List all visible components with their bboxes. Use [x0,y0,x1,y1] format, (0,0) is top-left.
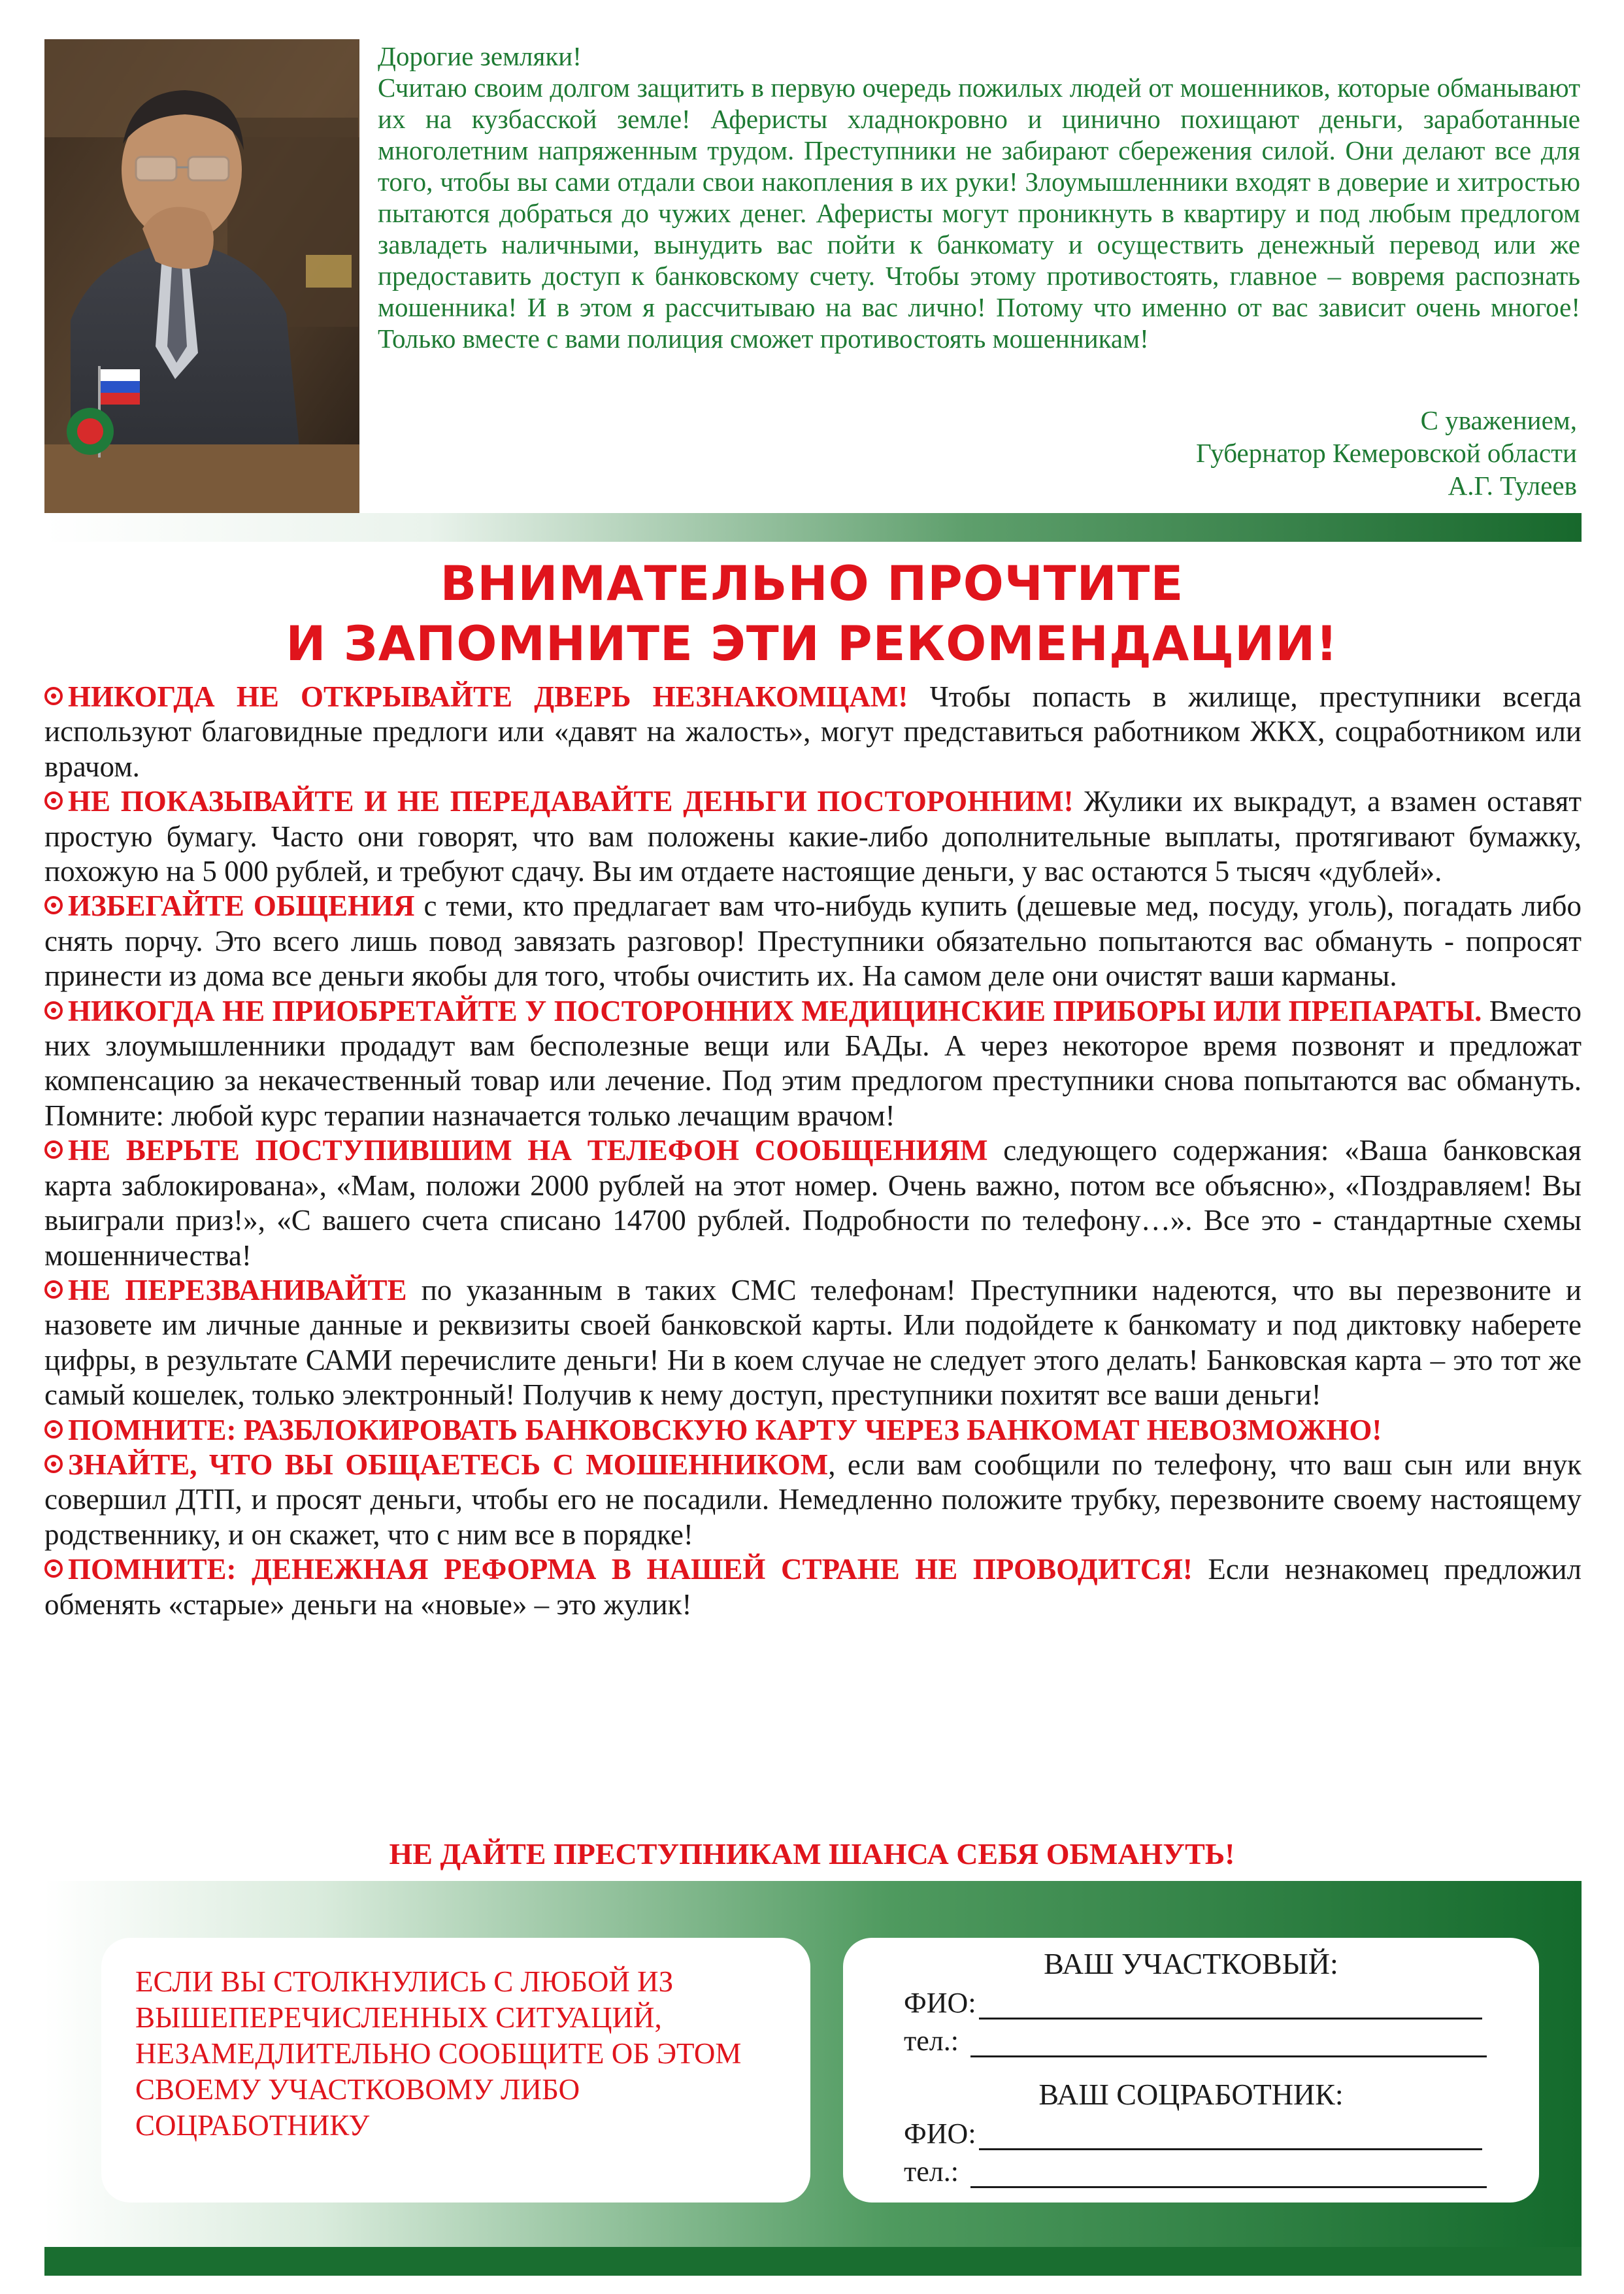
governor-photo [44,39,359,513]
headline-line-1: ВНИМАТЕЛЬНО ПРОЧТИТЕ [440,556,1184,612]
recommendation-item: НИКОГДА НЕ ОТКРЫВАЙТЕ ДВЕРЬ НЕЗНАКОМЦАМ! Чтобы попасть в жилище, преступники всегда используют благовидные предлоги или «давят на жалость», могут представиться работником ЖКХ, соцработником или врачом. [44,680,1582,783]
officer-phone-label: тел.: [904,2025,959,2057]
target-bullet-icon [44,1001,63,1020]
alert-text: ЕСЛИ ВЫ СТОЛКНУЛИСЬ С ЛЮБОЙ ИЗ ВЫШЕПЕРЕЧИСЛЕННЫХ СИТУАЦИЙ, НЕЗАМЕДЛИТЕЛЬНО СООБЩИТЕ ОБ ЭТОМ СВОЕМУ УЧАСТКОВОМУ ЛИБО СОЦРАБОТНИКУ [135,1965,742,2142]
social-phone-label: тел.: [904,2155,959,2187]
target-bullet-icon [44,791,63,810]
target-bullet-icon [44,1455,63,1473]
letter-greeting: Дорогие земляки! [378,41,582,71]
recommendations-list [44,680,1582,1622]
final-call-to-action: НЕ ДАЙТЕ ПРЕСТУПНИКАМ ШАНСА СЕБЯ ОБМАНУТЬ! [389,1837,1235,1870]
social-name-label: ФИО: [904,2118,976,2150]
recommendation-item: НИКОГДА НЕ ПРИОБРЕТАЙТЕ У ПОСТОРОННИХ МЕДИЦИНСКИЕ ПРИБОРЫ ИЛИ ПРЕПАРАТЫ. Вместо них злоумышленники продадут вам бесполезные вещи или БАДы. А через некоторое время позвонят и предложат компенсацию за некачественный товар или лечение. Под этим предлогом преступники снова попытаются вас обмануть. Помните: любой курс терапии назначается только лечащим врачом! [44,994,1582,1132]
social-phone-field[interactable] [904,2155,1487,2188]
social-phone-line[interactable] [970,2161,1487,2188]
officer-title: ВАШ УЧАСТКОВЫЙ: [1044,1947,1338,1980]
recommendation-item: НЕ ПОКАЗЫВАЙТЕ И НЕ ПЕРЕДАВАЙТЕ ДЕНЬГИ ПОСТОРОННИМ! Жулики их выкрадут, а взамен оставят простую бумагу. Часто они говорят, что вам положены какие-либо дополнительные выплаты, протягивают бумажку, похожую на 5 000 рублей, и требуют сдачу. Вы им отдаете настоящие деньги, у вас остаются 5 тысяч «дублей». [44,785,1582,888]
recommendation-item: ПОМНИТЕ: РАЗБЛОКИРОВАТЬ БАНКОВСКУЮ КАРТУ ЧЕРЕЗ БАНКОМАТ НЕВОЗМОЖНО! [44,1413,1582,1448]
signature-name: А.Г. Тулеев [1448,471,1577,501]
target-bullet-icon [44,1559,63,1578]
headline-line-2: И ЗАПОМНИТЕ ЭТИ РЕКОМЕНДАЦИИ! [286,616,1338,672]
recommendation-item: НЕ ПЕРЕЗВАНИВАЙТЕ по указанным в таких СМС телефонам! Преступники надеются, что вы перезвоните и назовете им личные данные и реквизиты своей банковской карты. Или подойдете к банкомату и под диктовку наберете цифры, в результате САМИ перечислите деньги! Ни в коем случае не следует этого делать! Банковская карта – это тот же самый кошелек, только электронный! Получив к нему доступ, преступники похитят все ваши деньги! [44,1273,1582,1412]
main-headline [0,554,1624,674]
target-bullet-icon [44,1280,63,1299]
recommendation-item: ЗНАЙТЕ, ЧТО ВЫ ОБЩАЕТЕСЬ С МОШЕННИКОМ, если вам сообщили по телефону, что ваш сын или внук совершил ДТП, и просят деньги, чтобы его не посадили. Немедленно положите трубку, перезвоните своему настоящему родственнику, и он скажет, что с ним все в порядке! [44,1448,1582,1551]
bottom-green-bar [44,2247,1582,2276]
signature-closing: С уважением, [1420,405,1577,435]
officer-name-field[interactable] [904,1987,1482,2020]
target-bullet-icon [44,1140,63,1159]
officer-phone-field[interactable] [904,2025,1487,2057]
target-bullet-icon [44,687,63,705]
target-bullet-icon [44,896,63,914]
recommendation-item: НЕ ВЕРЬТЕ ПОСТУПИВШИМ НА ТЕЛЕФОН СООБЩЕНИЯМ следующего содержания: «Ваша банковская карта заблокирована», «Мам, положи 2000 рублей на этот номер. Очень важно, потом все объясню», «Поздравляем! Вы выиграли приз!», «С вашего счета списано 14700 рублей. Подробности по телефону…». Все это - стандартные схемы мошенничества! [44,1134,1582,1272]
social-name-field[interactable] [904,2118,1482,2150]
letter-signature [1196,404,1577,502]
signature-position: Губернатор Кемеровской области [1196,438,1577,468]
officer-name-line[interactable] [979,1993,1482,2020]
officer-name-label: ФИО: [904,1987,976,2019]
officer-phone-line[interactable] [970,2031,1487,2057]
recommendation-item: ИЗБЕГАЙТЕ ОБЩЕНИЯ с теми, кто предлагает вам что-нибудь купить (дешевые мед, посуду, уголь), погадать либо снять порчу. Это всего лишь повод завязать разговор! Преступники обязательно попытаются вас обмануть - попросят принести из дома все деньги якобы для того, чтобы очистить их. На самом деле они очистят ваши карманы. [44,889,1582,993]
letter-body: Считаю своим долгом защитить в первую очередь пожилых людей от мошенников, которые обманывают их на кузбасской земле! Аферисты хладнокровно и цинично похищают деньги, заработанные многолетним напряженным трудом. Преступники не забирают сбережения силой. Они делают все для того, чтобы вы сами отдали свои накопления в их руки! Злоумышленники входят в доверие и хитростью пытаются добраться до чужих денег. Аферисты могут проникнуть в квартиру и под любым предлогом завладеть наличными, вынудить вас пойти к банкомату и осуществить денежный перевод или же предоставить доступ к банковскому счету. Чтобы этому противостоять, главное – вовремя распознать мошенника! И в этом я рассчитываю на вас лично! Потому что именно от вас зависит очень многое! Только вместе с вами полиция сможет противостоять мошенникам! [378,73,1580,354]
green-divider-band [44,513,1582,542]
social-worker-title: ВАШ СОЦРАБОТНИК: [1038,2078,1344,2111]
target-bullet-icon [44,1420,63,1438]
recommendation-item: ПОМНИТЕ: ДЕНЕЖНАЯ РЕФОРМА В НАШЕЙ СТРАНЕ НЕ ПРОВОДИТСЯ! Если незнакомец предложил обменять «старые» деньги на «новые» – это жулик! [44,1553,1582,1621]
governor-letter [378,41,1580,354]
social-name-line[interactable] [979,2123,1482,2150]
